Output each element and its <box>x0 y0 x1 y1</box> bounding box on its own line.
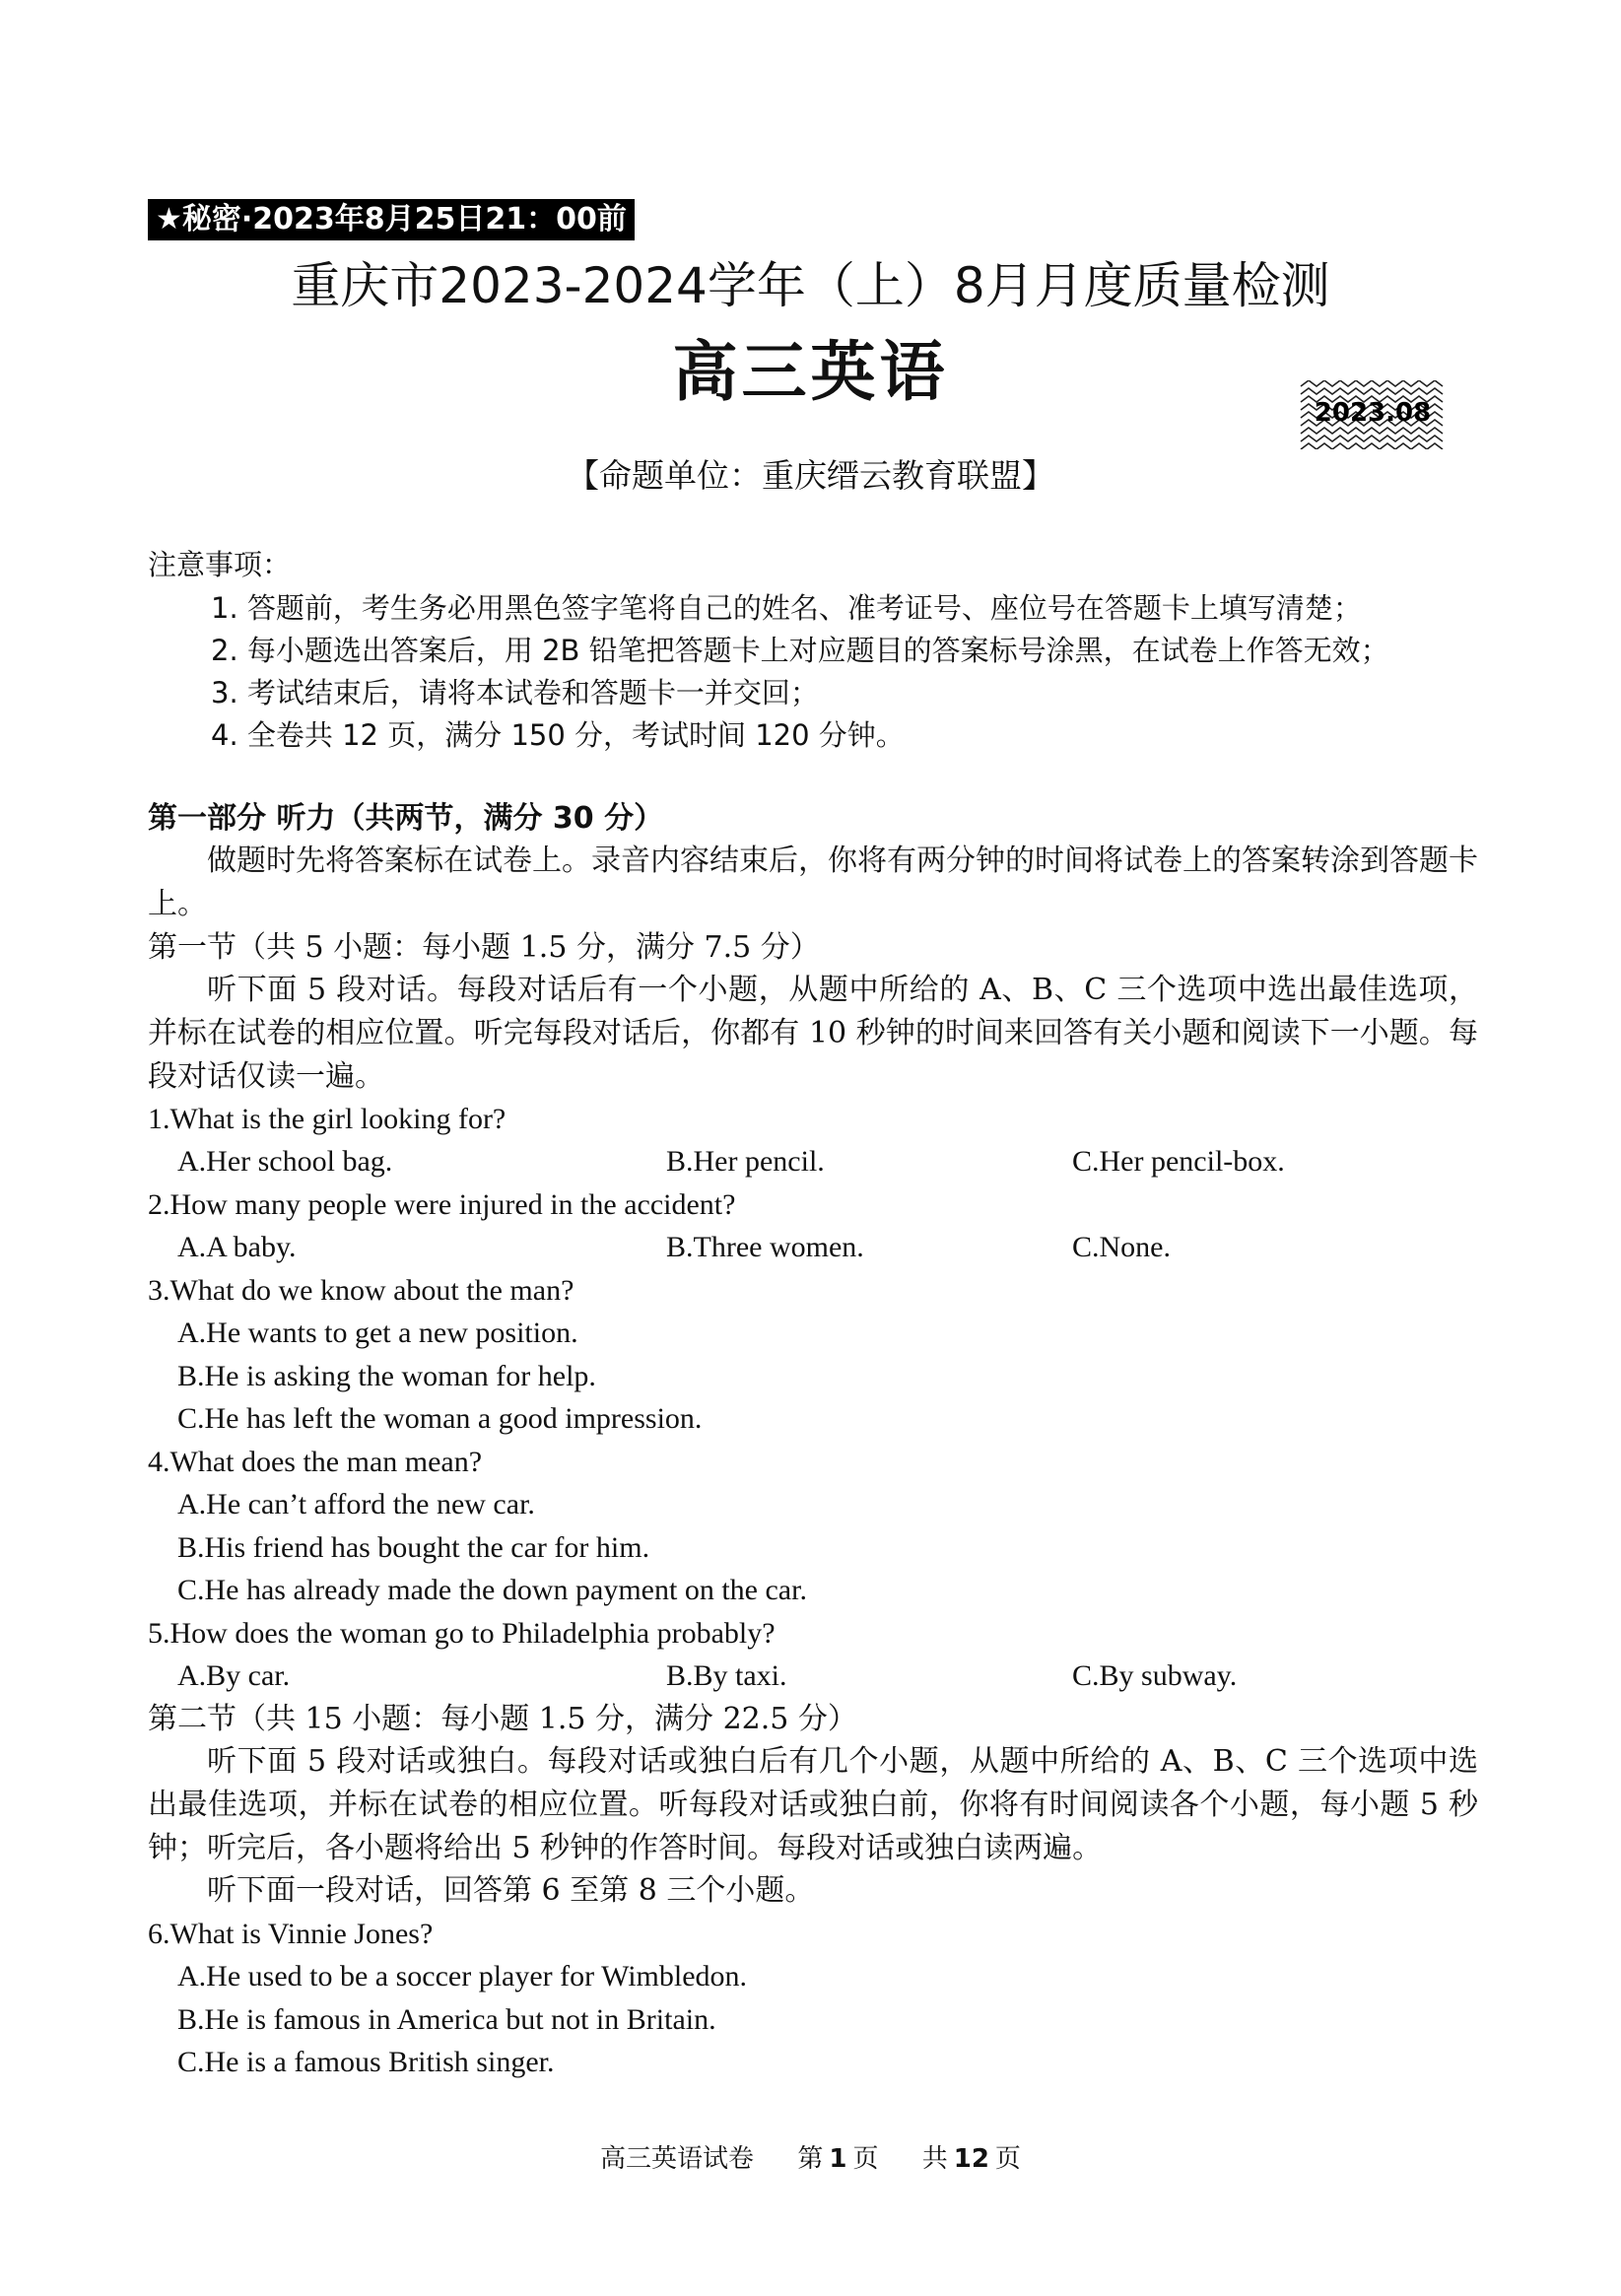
part1-intro: 做题时先将答案标在试卷上。录音内容结束后，你将有两分钟的时间将试卷上的答案转涂到答题卡上。 <box>148 844 1478 921</box>
note-item: 3. 考试结束后，请将本试卷和答题卡一并交回； <box>211 676 819 709</box>
q6-option-a: A.He used to be a soccer player for Wimbledon. <box>177 1960 748 1992</box>
note-item: 2. 每小题选出答案后，用 2B 铅笔把答题卡上对应题目的答案标号涂黑，在试卷上作答无效； <box>211 634 1389 667</box>
q6-option-c: C.He is a famous British singer. <box>177 2046 555 2078</box>
page-footer <box>0 2142 1621 2176</box>
footer-page-suffix: 页 <box>852 2144 879 2174</box>
secret-label: ★秘密·2023年8月25日21：00前 <box>148 199 635 240</box>
q5-option-b: B.By taxi. <box>666 1659 787 1692</box>
q4-option-c: C.He has already made the down payment on the car. <box>177 1574 807 1606</box>
q3-option-c: C.He has left the woman a good impression. <box>177 1402 703 1435</box>
q4-option-b: B.His friend has bought the car for him. <box>177 1531 650 1564</box>
q3-option-a: A.He wants to get a new position. <box>177 1317 578 1349</box>
stamp-date: 2023.08 <box>1314 398 1432 428</box>
q1-option-a: A.Her school bag. <box>177 1145 393 1178</box>
q5-option-c: C.By subway. <box>1072 1659 1238 1692</box>
footer-total-prefix: 共 <box>921 2144 948 2174</box>
section2-sub-intro: 听下面一段对话，回答第 6 至第 8 三个小题。 <box>207 1873 815 1908</box>
q2-option-b: B.Three women. <box>666 1231 864 1263</box>
section2-intro: 听下面 5 段对话或独白。每段对话或独白后有几个小题，从题中所给的 A、B、C 三个选项中选出最佳选项，并标在试卷的相应位置。听每段对话或独白前，你将有时间阅读各个小题，每小题 5 秒钟；听完后，各小题将给出 5 秒钟的作答时间。每段对话或独白读两遍。 <box>148 1744 1478 1865</box>
question-2: 2.How many people were injured in the accident? <box>148 1188 736 1221</box>
footer-paper-name: 高三英语试卷 <box>600 2144 755 2174</box>
note-item: 1. 答题前，考生务必用黑色签字笔将自己的姓名、准考证号、座位号在答题卡上填写清楚； <box>211 591 1362 625</box>
q2-option-a: A.A baby. <box>177 1231 297 1263</box>
issuing-unit: 【命题单位：重庆缙云教育联盟】 <box>567 456 1054 495</box>
exam-title: 重庆市2023-2024学年（上）8月月度质量检测 <box>291 257 1330 314</box>
q3-option-b: B.He is asking the woman for help. <box>177 1360 596 1392</box>
q1-option-b: B.Her pencil. <box>666 1145 825 1178</box>
section2-title: 第二节（共 15 小题：每小题 1.5 分，满分 22.5 分） <box>148 1702 857 1736</box>
note-item: 4. 全卷共 12 页，满分 150 分，考试时间 120 分钟。 <box>211 718 905 752</box>
question-3: 3.What do we know about the man? <box>148 1274 574 1307</box>
footer-page-prefix: 第 <box>797 2144 824 2174</box>
q2-option-c: C.None. <box>1072 1231 1171 1263</box>
date-stamp <box>1299 380 1447 449</box>
q5-option-a: A.By car. <box>177 1659 291 1692</box>
footer-total-pages: 12 <box>953 2144 989 2174</box>
question-6: 6.What is Vinnie Jones? <box>148 1918 434 1950</box>
q1-option-c: C.Her pencil-box. <box>1072 1145 1285 1178</box>
section1-intro: 听下面 5 段对话。每段对话后有一个小题，从题中所给的 A、B、C 三个选项中选出最佳选项，并标在试卷的相应位置。听完每段对话后，你都有 10 秒钟的时间来回答有关小题和阅读下一小题。每段对话仅读一遍。 <box>148 973 1478 1094</box>
question-4: 4.What does the man mean? <box>148 1446 483 1478</box>
q4-option-a: A.He can’t afford the new car. <box>177 1488 535 1520</box>
question-1: 1.What is the girl looking for? <box>148 1103 507 1135</box>
notes-title: 注意事项： <box>148 548 292 581</box>
section1-title: 第一节（共 5 小题：每小题 1.5 分，满分 7.5 分） <box>148 930 820 965</box>
footer-total-suffix: 页 <box>994 2144 1021 2174</box>
footer-page-number: 1 <box>829 2144 847 2174</box>
part1-title: 第一部分 听力（共两节，满分 30 分） <box>148 801 664 836</box>
question-5: 5.How does the woman go to Philadelphia probably? <box>148 1617 776 1650</box>
q6-option-b: B.He is famous in America but not in Britain. <box>177 2003 716 2036</box>
subject-title: 高三英语 <box>672 334 949 410</box>
